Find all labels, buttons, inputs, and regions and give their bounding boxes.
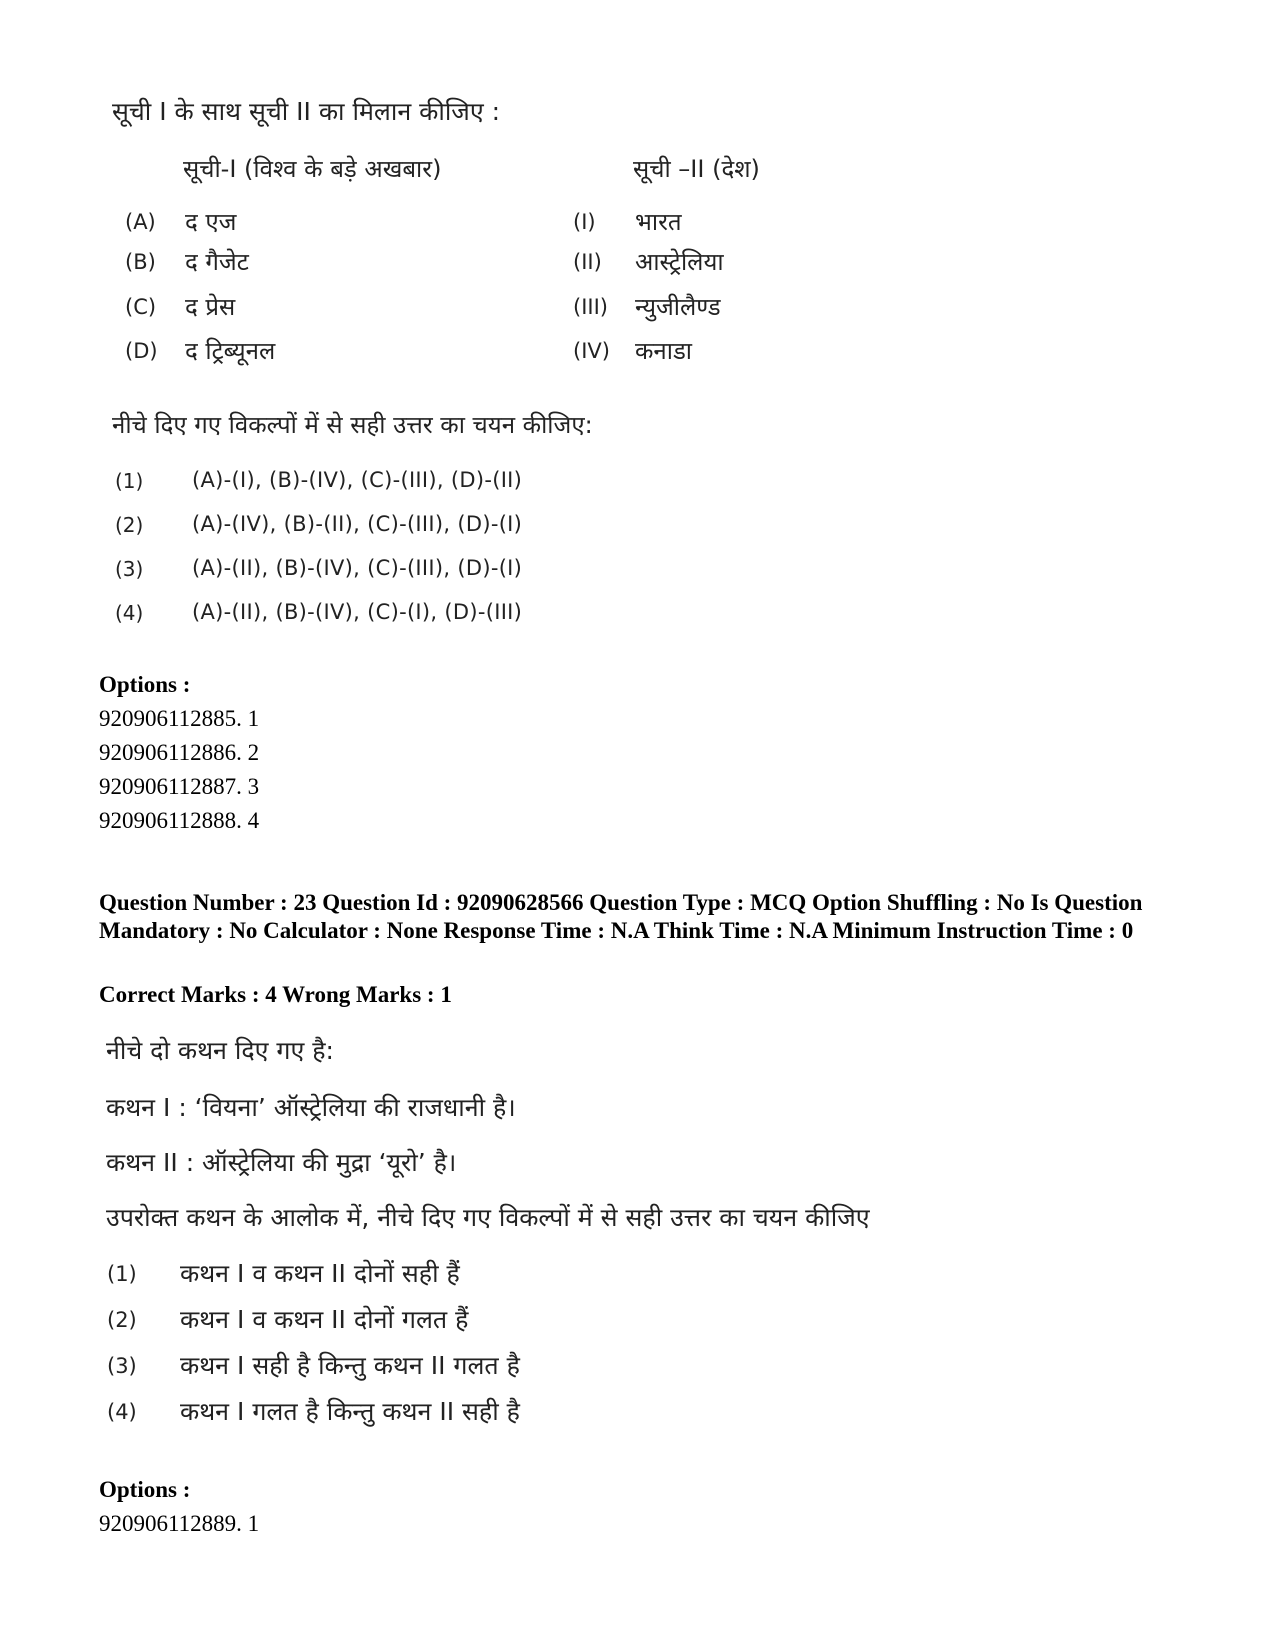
row-roman: (II)	[573, 250, 602, 274]
row-letter: (A)	[125, 210, 156, 234]
answer-number: (2)	[107, 1308, 137, 1332]
match-heading: सूची I के साथ सूची II का मिलान कीजिए :	[112, 97, 501, 126]
country-name: कनाडा	[635, 337, 693, 365]
row-letter: (B)	[125, 250, 156, 274]
newspaper-name: द ट्रिब्यूनल	[185, 337, 276, 365]
answer-text: कथन I व कथन II दोनों सही हैं	[180, 1259, 460, 1288]
newspaper-name: द गैजेट	[185, 248, 249, 276]
option-line: 920906112885. 1	[99, 706, 260, 731]
row-roman: (I)	[573, 210, 596, 234]
answer-number: (3)	[115, 557, 144, 581]
answer-text: (A)-(I), (B)-(IV), (C)-(III), (D)-(II)	[192, 468, 523, 492]
option-line: 920906112887. 3	[99, 774, 260, 799]
list2-header: सूची –II (देश)	[633, 155, 760, 183]
options-title: Options :	[99, 1477, 191, 1502]
answer-text: (A)-(II), (B)-(IV), (C)-(III), (D)-(I)	[192, 556, 523, 580]
answer-number: (1)	[107, 1262, 137, 1286]
statement-2: कथन II : ऑस्ट्रेलिया की मुद्रा ‘यूरो’ है।	[106, 1148, 457, 1177]
statement-1: कथन I : ‘वियना’ ऑस्ट्रेलिया की राजधानी है।	[106, 1093, 516, 1122]
row-letter: (D)	[125, 339, 158, 363]
question-meta: Question Number : 23 Question Id : 92090628566 Question Type : MCQ Option Shuffling : No Is Question Mandatory : No Calculator : None Response Time : N.A Think Time : N.A Minimum Instruction Time : 0	[99, 890, 1143, 943]
options-title: Options :	[99, 672, 191, 697]
answer-instruction: नीचे दिए गए विकल्पों में से सही उत्तर का चयन कीजिए:	[112, 411, 593, 439]
answer-number: (4)	[115, 601, 144, 625]
answer-text: कथन I सही है किन्तु कथन II गलत है	[180, 1351, 520, 1380]
list1-header: सूची-I (विश्व के बड़े अखबार)	[183, 155, 442, 183]
question-marks: Correct Marks : 4 Wrong Marks : 1	[99, 982, 452, 1007]
statements-intro: नीचे दो कथन दिए गए है:	[106, 1036, 334, 1065]
country-name: आस्ट्रेलिया	[635, 248, 724, 276]
newspaper-name: द एज	[185, 208, 237, 236]
answer-number: (2)	[115, 513, 144, 537]
option-line: 920906112888. 4	[99, 808, 260, 833]
row-letter: (C)	[125, 295, 157, 319]
answer-text: (A)-(II), (B)-(IV), (C)-(I), (D)-(III)	[192, 600, 523, 624]
answer-text: कथन I व कथन II दोनों गलत हैं	[180, 1305, 469, 1334]
row-roman: (III)	[573, 295, 608, 319]
answer-text: (A)-(IV), (B)-(II), (C)-(III), (D)-(I)	[192, 512, 523, 536]
row-roman: (IV)	[573, 339, 610, 363]
answer-number: (4)	[107, 1400, 137, 1424]
answer-text: कथन I गलत है किन्तु कथन II सही है	[180, 1397, 520, 1426]
country-name: भारत	[635, 208, 682, 236]
country-name: न्युजीलैण्ड	[635, 293, 721, 321]
option-line: 920906112886. 2	[99, 740, 260, 765]
newspaper-name: द प्रेस	[185, 293, 236, 321]
answer-number: (3)	[107, 1354, 137, 1378]
answer-number: (1)	[115, 469, 144, 493]
option-line: 920906112889. 1	[99, 1511, 260, 1536]
answer-instruction: उपरोक्त कथन के आलोक में, नीचे दिए गए विकल्पों में से सही उत्तर का चयन कीजिए	[106, 1203, 870, 1232]
